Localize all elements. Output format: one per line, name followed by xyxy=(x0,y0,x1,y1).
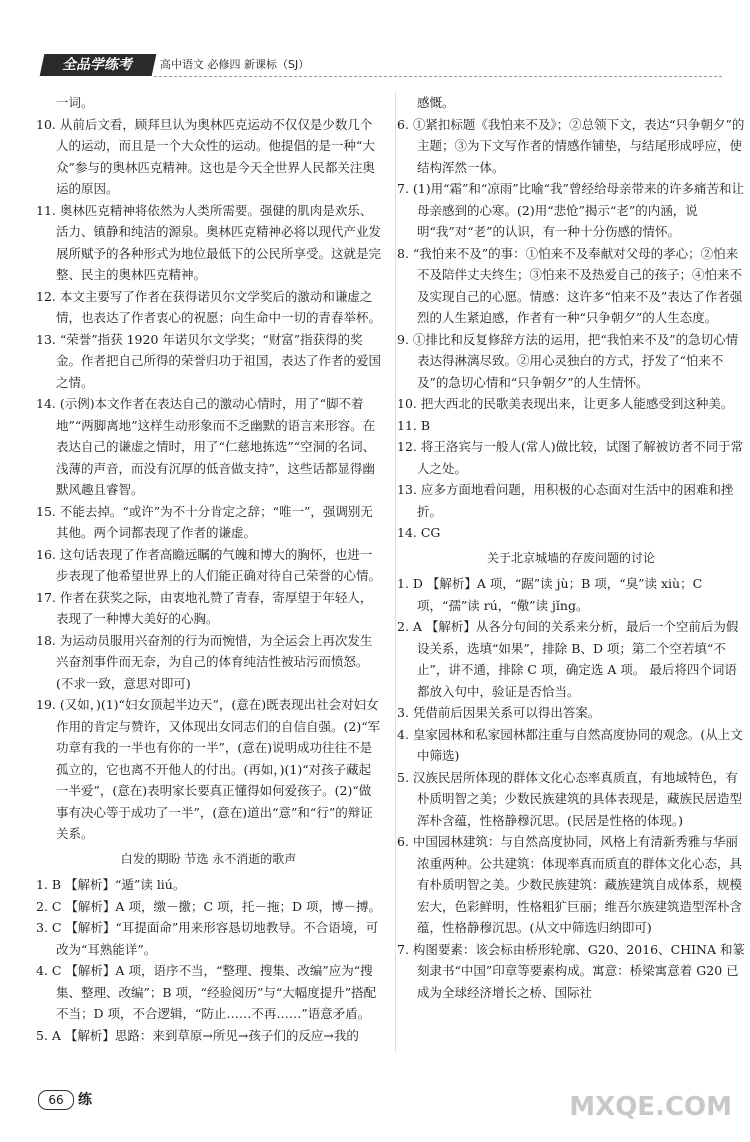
answer-item: 10. 把大西北的民歌美表现出来，让更多人能感受到这种美。 xyxy=(397,396,734,411)
answer-item: 2. C 【解析】A 项，缴－撽；C 项，托－拖；D 项，博－搏。 xyxy=(36,898,381,914)
answer-item: 12. 本文主要写了作者在获得诺贝尔文学奖后的激动和谦虚之情，也表达了作者衷心的祝愿；向生命中一切的青春举杯。 xyxy=(36,288,382,325)
answer-item: 感慨。 xyxy=(417,95,455,110)
answer-item: 14. CG xyxy=(397,525,441,540)
answer-item: 8. “我怕来不及”的事：①怕来不及奉献对父母的孝心；②怕来不及陪伴丈夫终生；③怕来不及热爱自己的孩子；④怕来不及实现自己的心愿。情感：这许多“怕来不及”表达了作者强烈的人生紧迫感，作者有一种“只争朝夕”的人生态度。 xyxy=(397,245,743,325)
answer-item: 一词。 xyxy=(56,95,94,110)
answer-item: 1. D 【解析】A 项，“踞”读 jù；B 项，“臭”读 xiù；C 项，“孺”读 rú，“儆”读 jǐng。 xyxy=(397,576,707,613)
answer-item: 14. (示例)本文作者在表达自己的激动心情时，用了“脚不着地”“两脚离地”这样生动形象而不乏幽默的语言来形容。在表达自己的谦虚之情时，用了“仁慈地拣选”“空洞的名词、浅薄的声音，而没有沉厚的低音做支持”，这些话都显得幽默风趣且睿智。 xyxy=(36,396,376,497)
answer-item: 7. (1)用“霜”和“凉雨”比喻“我”曾经给母亲带来的许多痛苦和让母亲感到的心寒。(2)用“悲怆”揭示“老”的内涵，说明“我”对“老”的认识，有一种十分伤感的情怀。 xyxy=(397,181,744,239)
answer-item: 6. ①紧扣标题《我怕来不及》；②总领下文，表达“只争朝夕”的主题；③为下文写作者的情感作铺垫，与结尾形成呼应，使结构浑然一体。 xyxy=(397,116,745,175)
book-info: 高中语文 必修四 新课标（SJ） xyxy=(160,58,310,71)
answer-item: 5. 汉族民居所体现的群体文化心态率真质直，有地域特色，有朴质明智之美；少数民族建筑的具体表现是，藏族民居造型浑朴含蕴，性格静穆沉思。(民居是性格的体现。) xyxy=(397,769,743,828)
answer-item: 13. 应多方面地看问题，用积极的心态面对生活中的困难和挫折。 xyxy=(397,482,734,519)
answer-item: 18. 为运动员服用兴奋剂的行为而惋惜，为全运会上再次发生兴奋剂事件而无奈，为自己的体育纯洁性被玷污而愤怒。(不求一致，意思对即可) xyxy=(36,632,373,691)
answer-item: 12. 将王洛宾与一般人(常人)做比较，试图了解被访者不同于常人之处。 xyxy=(397,439,744,476)
answer-item: 11. B xyxy=(397,417,431,433)
section-title: 关于北京城墙的存废问题的讨论 xyxy=(486,550,655,565)
answer-item: 4. 皇家园林和私家园林都注重与自然高度协同的观念。(从上文中筛选) xyxy=(397,726,743,763)
answer-item: 15. 不能去掉。“或许”为不十分肯定之辞；“唯一”，强调别无其他。两个词都表现了作者的谦虚。 xyxy=(36,503,373,540)
answer-item: 9. ①排比和反复修辞方法的运用，把“我怕来不及”的急切心情表达得淋漓尽致。②用心灵独白的方式，抒发了“怕来不及”的急切心情和“只争朝夕”的人生情怀。 xyxy=(397,331,739,390)
column-divider xyxy=(395,92,396,1052)
answer-item: 10. 从前后文看，顾拜旦认为奥林匹克运动不仅仅是少数几个人的运动，而且是一个大众性的运动。他提倡的是一种“大众”参与的奥林匹克精神。这也是今天全世界人民都关注奥运的原因。 xyxy=(36,116,375,196)
answer-item: 16. 这句话表现了作者高瞻远瞩的气魄和博大的胸怀，也进一步表现了他希望世界上的人们能正确对待自己荣誉的心情。 xyxy=(36,546,382,583)
answer-item: 2. A 【解析】从各分句间的关系来分析，最后一个空前后为假设关系，选填“如果”，排除 B、D 项；第二个空若填“不止”，讲不通，排除 C 项，确定选 A 项。 最后将四个词语都放入句中，验证是否恰当。 xyxy=(397,619,739,699)
answer-item: 11. 奥林匹克精神将依然为人类所需要。强健的肌肉是欢乐、活力、镇静和纯洁的源泉。奥林匹克精神必将以现代产业发展所赋予的各种形式为地位最低下的公民所享受。这就是完整、民主的奥林匹克精神。 xyxy=(36,202,382,282)
watermark: MXQE.COM xyxy=(569,1092,732,1122)
answer-item: 4. C 【解析】A 项，语序不当，“整理、搜集、改编”应为“搜集、整理、改编”；B 项，“经验阅历”与“大幅度提升”搭配不当；D 项，不合逻辑，“防止……不再……”语意矛盾。 xyxy=(36,963,377,1021)
page-number: 66 xyxy=(38,1090,74,1110)
answer-item: 17. 作者在获奖之际，由衷地礼赞了青春，寄厚望于年轻人，表现了一种博大美好的心胸。 xyxy=(36,589,373,626)
answer-item: 3. 凭借前后因果关系可以得出答案。 xyxy=(397,705,601,720)
answer-item: 3. C 【解析】“耳提面命”用来形容恳切地教导。不合语境，可改为“耳熟能详”。 xyxy=(36,920,379,957)
page-label: 练 xyxy=(78,1092,92,1108)
section-title: 白发的期盼 节选 永不消逝的歌声 xyxy=(120,851,297,866)
answer-item: 19. (又如，)(1)“妇女顶起半边天”，(意在)既表现出社会对妇女作用的肯定与赞许，又体现出女同志们的自信自强。(2)“军功章有我的一半也有你的一半”，(意在)说明成功往往不是孤立的，它也离不开他人的付出。(再如，)(1)“对孩子藏起一半爱”，(意在)表明家长要真正懂得如何爱孩子。(2)“做事有决心等于成功了一半”，(意在)道出“意”和“行”的辩证关系。 xyxy=(36,697,381,841)
brand-logo: 全品学练考 xyxy=(40,54,157,76)
answer-item: 13. “荣誉”指获 1920 年诺贝尔文学奖；“财富”指获得的奖金。作者把自己所得的荣誉归功于祖国，表达了作者的爱国之情。 xyxy=(36,331,382,390)
left-column xyxy=(36,92,381,1046)
answer-item: 5. A 【解析】思路：来到草原→所见→孩子们的反应→我的 xyxy=(36,1027,359,1043)
right-column xyxy=(397,92,745,1003)
header-rule xyxy=(154,76,722,77)
answer-item: 7. 构图要素：该会标由桥形轮廓、G20、2016、CHINA 和篆刻隶书“中国”印章等要素构成。寓意：桥梁寓意着 G20 已成为全球经济增长之桥、国际社 xyxy=(397,941,745,1000)
answer-item: 1. B 【解析】“遁”读 liú。 xyxy=(36,877,186,892)
answer-item: 6. 中国园林建筑：与自然高度协同，风格上有清新秀雅与华丽浓重两种。公共建筑：体现率真而质直的群体文化心态，具有朴质明智之美。少数民族建筑：藏族建筑自成体系，规模宏大，色彩鲜明，性格粗犷巨丽；维吾尔族建筑造型浑朴含蕴，性格静穆沉思。(从文中筛选归纳即可) xyxy=(397,834,743,935)
page-header xyxy=(42,54,722,78)
